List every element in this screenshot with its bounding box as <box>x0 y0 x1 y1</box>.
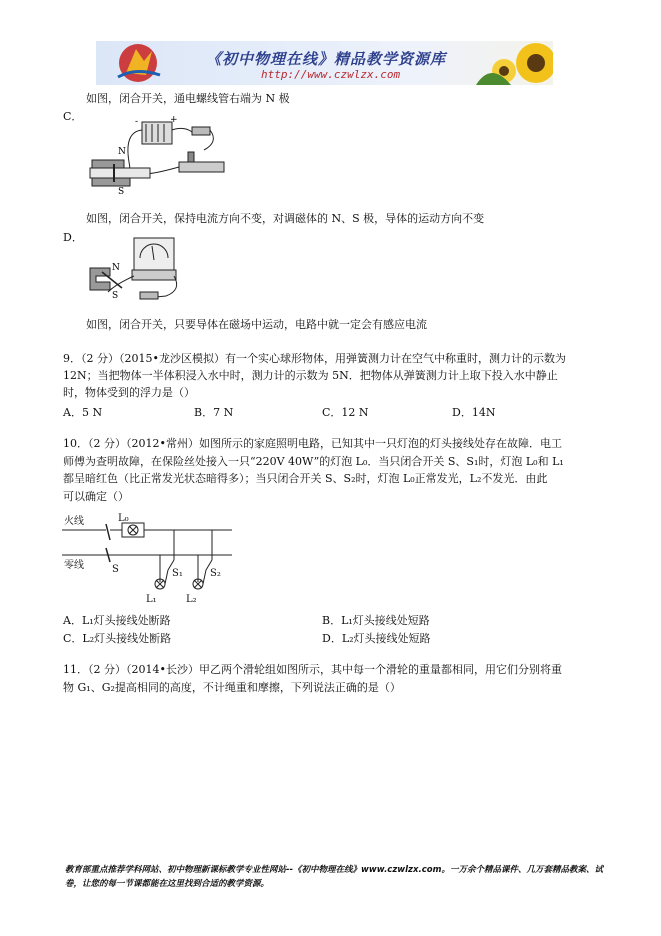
q10-circuit-figure <box>62 510 238 606</box>
page-footer: 教育部重点推荐学科网站、初中物理新课标教学专业性网站--《初中物理在线》www.czwlzx.com。一万余个精品课件、几万套精品教案、试卷，让您的每一节课都能在这里找到合适的教学资源。 <box>65 865 603 889</box>
q11-line-1: 11．（2 分）（2014•长沙）甲乙两个滑轮组如图所示，其中每一个滑轮的重量都相同，用它们分别将重 <box>63 663 562 676</box>
sunflower-decoration <box>476 43 553 85</box>
q9-option-a[interactable]: A．5 N <box>63 406 103 419</box>
wire-d-left <box>108 276 134 292</box>
q8-d-label: D． <box>63 231 83 244</box>
battery-minus-label: - <box>135 117 139 127</box>
q8-d-figure <box>86 236 208 304</box>
q8-d-caption: 如图，闭合开关，只要导体在磁场中运动，电路中就一定会有感应电流 <box>86 318 427 331</box>
q10-line-4: 可以确定（） <box>63 490 129 503</box>
neutral-wire-label: 零线 <box>64 560 84 571</box>
q9-option-c[interactable]: C．12 N <box>322 406 369 419</box>
rheostat <box>179 162 224 172</box>
q10-option-c[interactable]: C．L₂灯头接线处断路 <box>63 632 172 645</box>
q11-line-2: 物 G₁、G₂提高相同的高度，不计绳重和摩擦，下列说法正确的是（） <box>63 681 401 694</box>
c-magnet-s-label: S <box>118 187 125 197</box>
q9-option-d[interactable]: D．14N <box>452 406 496 419</box>
d-magnet-n-label: N <box>112 263 120 273</box>
horseshoe-magnet-d <box>90 268 110 290</box>
s1-label: S₁ <box>172 568 183 579</box>
fire-wire-label: 火线 <box>64 516 84 527</box>
q10-option-a[interactable]: A．L₁灯头接线处断路 <box>63 614 171 627</box>
q8-b-caption: 如图，闭合开关，通电螺线管右端为 N 极 <box>86 92 290 105</box>
main-switch-blade <box>106 524 110 540</box>
battery-plus-label: + <box>170 115 178 125</box>
l2-label: L₂ <box>186 594 197 605</box>
q9-option-b[interactable]: B．7 N <box>194 406 234 419</box>
l0-label: L₀ <box>118 513 129 524</box>
q9-line-3: 时，物体受到的浮力是（） <box>63 386 195 399</box>
d-magnet-s-label: S <box>112 291 119 301</box>
c-magnet-n-label: N <box>118 147 126 157</box>
q8-c-figure <box>84 112 244 200</box>
q10-option-b[interactable]: B．L₁灯头接线处短路 <box>322 614 430 627</box>
banner-title: 《初中物理在线》精品教学资源库 <box>206 50 447 68</box>
l1-label: L₁ <box>146 594 157 605</box>
q10-option-d[interactable]: D．L₂灯头接线处短路 <box>322 632 431 645</box>
galvanometer <box>134 238 174 270</box>
switch-d <box>140 292 158 299</box>
s2-label: S₂ <box>210 568 221 579</box>
banner-url[interactable]: http://www.czwlzx.com <box>261 68 401 81</box>
s-label: S <box>112 564 119 575</box>
q8-c-caption: 如图，闭合开关，保持电流方向不变，对调磁体的 N、S 极，导体的运动方向不变 <box>86 212 485 225</box>
header-banner <box>96 41 553 85</box>
q8-c-label: C． <box>63 110 83 123</box>
q10-line-2: 师傅为查明故障，在保险丝处接入一只“220V 40W”的灯泡 L₀．当只闭合开关 S、S₁时，灯泡 L₀和 L₁ <box>63 455 564 468</box>
q10-line-1: 10．（2 分）（2012•常州）如图所示的家庭照明电路，已知其中一只灯泡的灯头接线处存在故障．电工 <box>63 437 562 450</box>
conductor-rails <box>90 168 150 178</box>
q9-line-2: 12N；当把物体一半体积浸入水中时，测力计的示数为 5N．把物体从弹簧测力计上取下投入水中静止 <box>63 369 558 382</box>
q10-line-3: 都呈暗红色（比正常发光状态暗得多）；当只闭合开关 S、S₂时，灯泡 L₀正常发光，L₂不发光．由此 <box>63 472 548 485</box>
switch <box>192 127 210 135</box>
q9-line-1: 9．（2 分）（2015•龙沙区模拟）有一个实心球形物体，用弹簧测力计在空气中称重时，测力计的示数为 <box>63 352 566 365</box>
